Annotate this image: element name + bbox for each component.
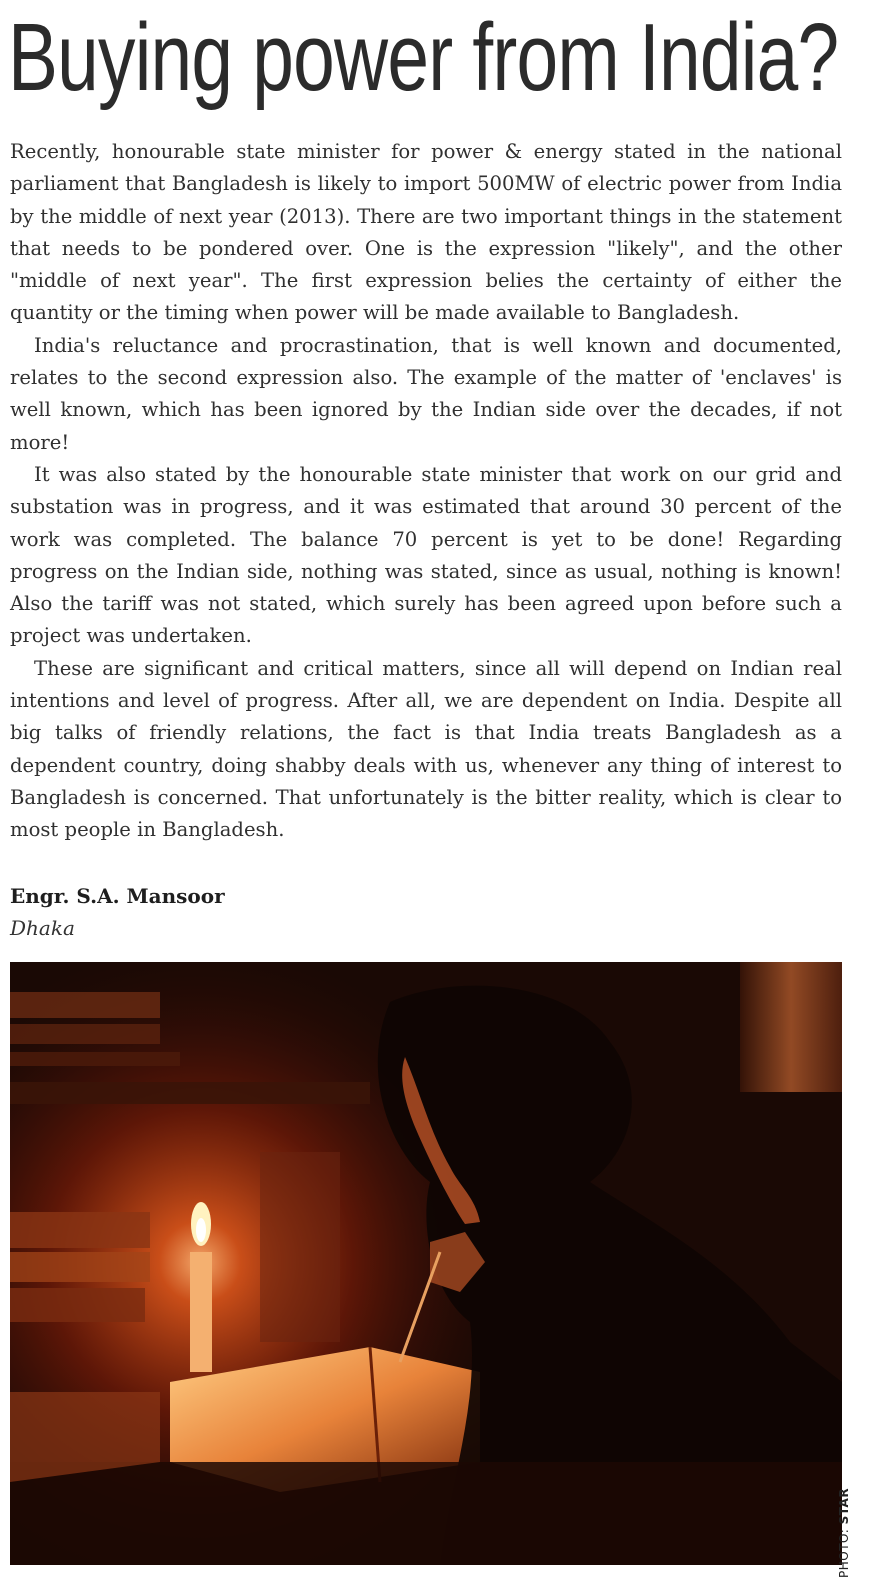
candlelight-photo xyxy=(10,962,842,1565)
paragraph-1: Recently, honourable state minister for power & energy stated in the national parliament that Bangladesh is likely to import 500MW of electric power from India by the middle of next year (2013). There are two important things in the statement that needs to be pondered over. One is the expression "likely", and the other "middle of next year". The first expression belies the certainty of either the quantity or the timing when power will be made available to Bangladesh. xyxy=(10,140,842,325)
paragraph-3: It was also stated by the honourable state minister that work on our grid and substation was in progress, and it was estimated that around 30 percent of the work was completed. The balance 70 percent is yet to be done! Regarding progress on the Indian side, nothing was stated, since as usual, nothing is known! Also the tariff was not stated, which surely has been agreed upon before such a project was undertaken. xyxy=(10,462,842,648)
letter-body xyxy=(10,136,842,847)
paragraph-4: These are significant and critical matters, since all will depend on Indian real intentions and level of progress. After all, we are dependent on India. Despite all big talks of friendly relations, the fact is that India treats Bangladesh as a dependent country, doing shabby deals with us, whenever any thing of interest to Bangladesh is concerned. That unfortunately is the bitter reality, which is clear to most people in Bangladesh. xyxy=(10,656,842,842)
photo-illustration xyxy=(10,962,842,1565)
headline: Buying power from India? xyxy=(8,4,839,111)
photo-credit xyxy=(837,1488,851,1578)
photo-credit-source: STAR xyxy=(837,1487,851,1525)
author-name: Engr. S.A. Mansoor xyxy=(10,884,225,908)
photo-credit-prefix: PHOTO: xyxy=(837,1524,851,1578)
paragraph-2: India's reluctance and procrastination, that is well known and documented, relates to the second expression also. The example of the matter of 'enclaves' is well known, which has been ignored by the Indian side over the decades, if not more! xyxy=(10,333,842,454)
author-location: Dhaka xyxy=(10,916,75,940)
